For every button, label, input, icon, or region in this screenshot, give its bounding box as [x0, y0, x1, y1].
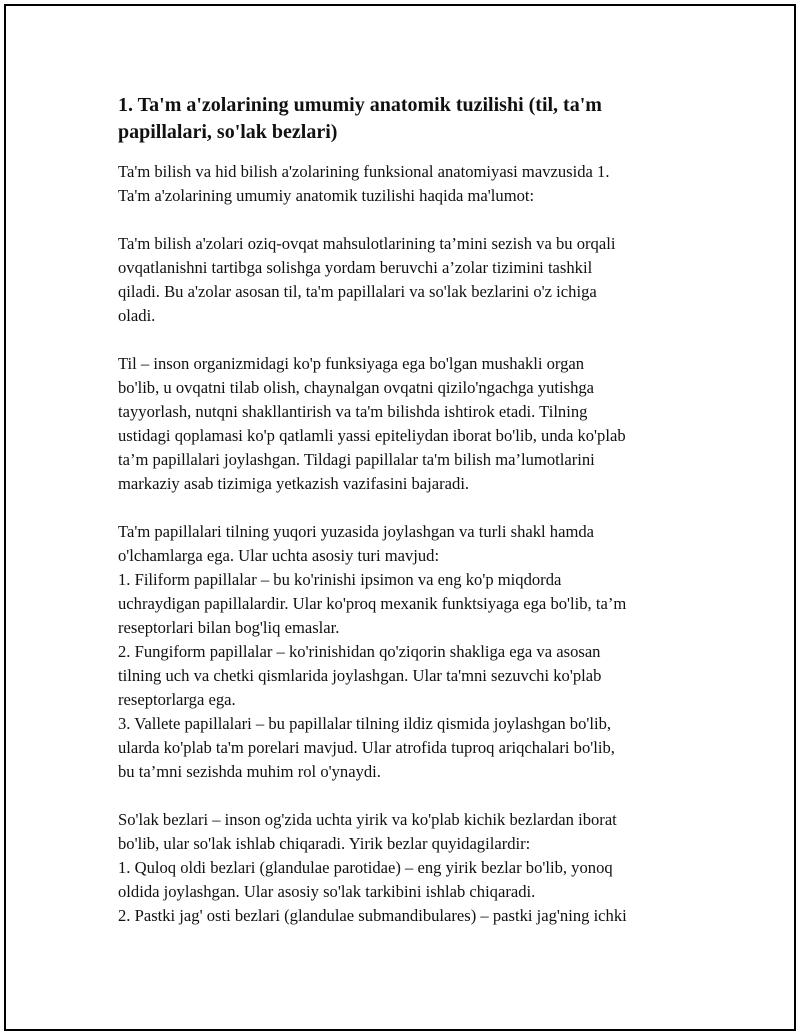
text-line: bu ta’mni sezishda muhim rol o'ynaydi. — [118, 762, 381, 781]
list-item-line: 1. Quloq oldi bezlari (glandulae parotidae) – eng yirik bezlar bo'lib, yonoq — [118, 858, 613, 877]
text-line: tilning uch va chetki qismlarida joylashgan. Ular ta'mni sezuvchi ko'plab — [118, 666, 602, 685]
text-line: reseptorlari bilan bog'liq emaslar. — [118, 618, 340, 637]
text-line: ularda ko'plab ta'm porelari mavjud. Ular atrofida tuproq ariqchalari bo'lib, — [118, 738, 615, 757]
text-line: So'lak bezlari – inson og'zida uchta yirik va ko'plab kichik bezlardan iborat — [118, 810, 617, 829]
text-line: ta’m papillalari joylashgan. Tildagi papillalar ta'm bilish ma’lumotlarini — [118, 450, 595, 469]
document-body — [118, 92, 698, 952]
text-line: tayyorlash, nutqni shakllantirish va ta'm bilishda ishtirok etadi. Tilning — [118, 402, 588, 421]
text-line: ovqatlanishni tartibga solishga yordam beruvchi a’zolar tizimini tashkil — [118, 258, 593, 277]
text-line: Ta'm a'zolarining umumiy anatomik tuzilishi haqida ma'lumot: — [118, 186, 535, 205]
text-line: markaziy asab tizimiga yetkazish vazifasini bajaradi. — [118, 474, 470, 493]
text-line: Ta'm papillalari tilning yuqori yuzasida joylashgan va turli shakl hamda — [118, 522, 595, 541]
text-line: bo'lib, u ovqatni tilab olish, chaynalgan ovqatni qizilo'ngachga yutishga — [118, 378, 595, 397]
list-item-line: 3. Vallete papillalari – bu papillalar tilning ildiz qismida joylashgan bo'lib, — [118, 714, 612, 733]
text-line: oldida joylashgan. Ular asosiy so'lak tarkibini ishlab chiqaradi. — [118, 882, 536, 901]
text-line: Til – inson organizmidagi ko'p funksiyaga ega bo'lgan mushakli organ — [118, 354, 585, 373]
text-line: Ta'm bilish a'zolari oziq-ovqat mahsulotlarining ta’mini sezish va bu orqali — [118, 234, 616, 253]
list-item-line: 2. Pastki jag' osti bezlari (glandulae submandibulares) – pastki jag'ning ichki — [118, 906, 627, 925]
text-line: uchraydigan papillalardir. Ular ko'proq mexanik funktsiyaga ega bo'lib, ta’m — [118, 594, 627, 613]
text-line: ustidagi qoplamasi ko'p qatlamli yassi epiteliydan iborat bo'lib, unda ko'plab — [118, 426, 626, 445]
text-line: qiladi. Bu a'zolar asosan til, ta'm papillalari va so'lak bezlarini o'z ichiga — [118, 282, 597, 301]
section-heading — [118, 92, 698, 146]
taste-organs-paragraph — [118, 232, 698, 328]
text-line: o'lchamlarga ega. Ular uchta asosiy turi mavjud: — [118, 546, 440, 565]
salivary-glands-paragraph — [118, 808, 698, 928]
text-line: bo'lib, ular so'lak ishlab chiqaradi. Yirik bezlar quyidagilardir: — [118, 834, 531, 853]
intro-paragraph — [118, 160, 698, 208]
papillae-paragraph — [118, 520, 698, 784]
heading-line: papillalari, so'lak bezlari) — [118, 121, 338, 143]
text-line: reseptorlarga ega. — [118, 690, 236, 709]
list-item-line: 2. Fungiform papillalar – ko'rinishidan qo'ziqorin shakliga ega va asosan — [118, 642, 601, 661]
tongue-paragraph — [118, 352, 698, 496]
list-item-line: 1. Filiform papillalar – bu ko'rinishi ipsimon va eng ko'p miqdorda — [118, 570, 562, 589]
heading-line: 1. Ta'm a'zolarining umumiy anatomik tuzilishi (til, ta'm — [118, 94, 602, 116]
text-line: Ta'm bilish va hid bilish a'zolarining funksional anatomiyasi mavzusida 1. — [118, 162, 610, 181]
text-line: oladi. — [118, 306, 156, 325]
